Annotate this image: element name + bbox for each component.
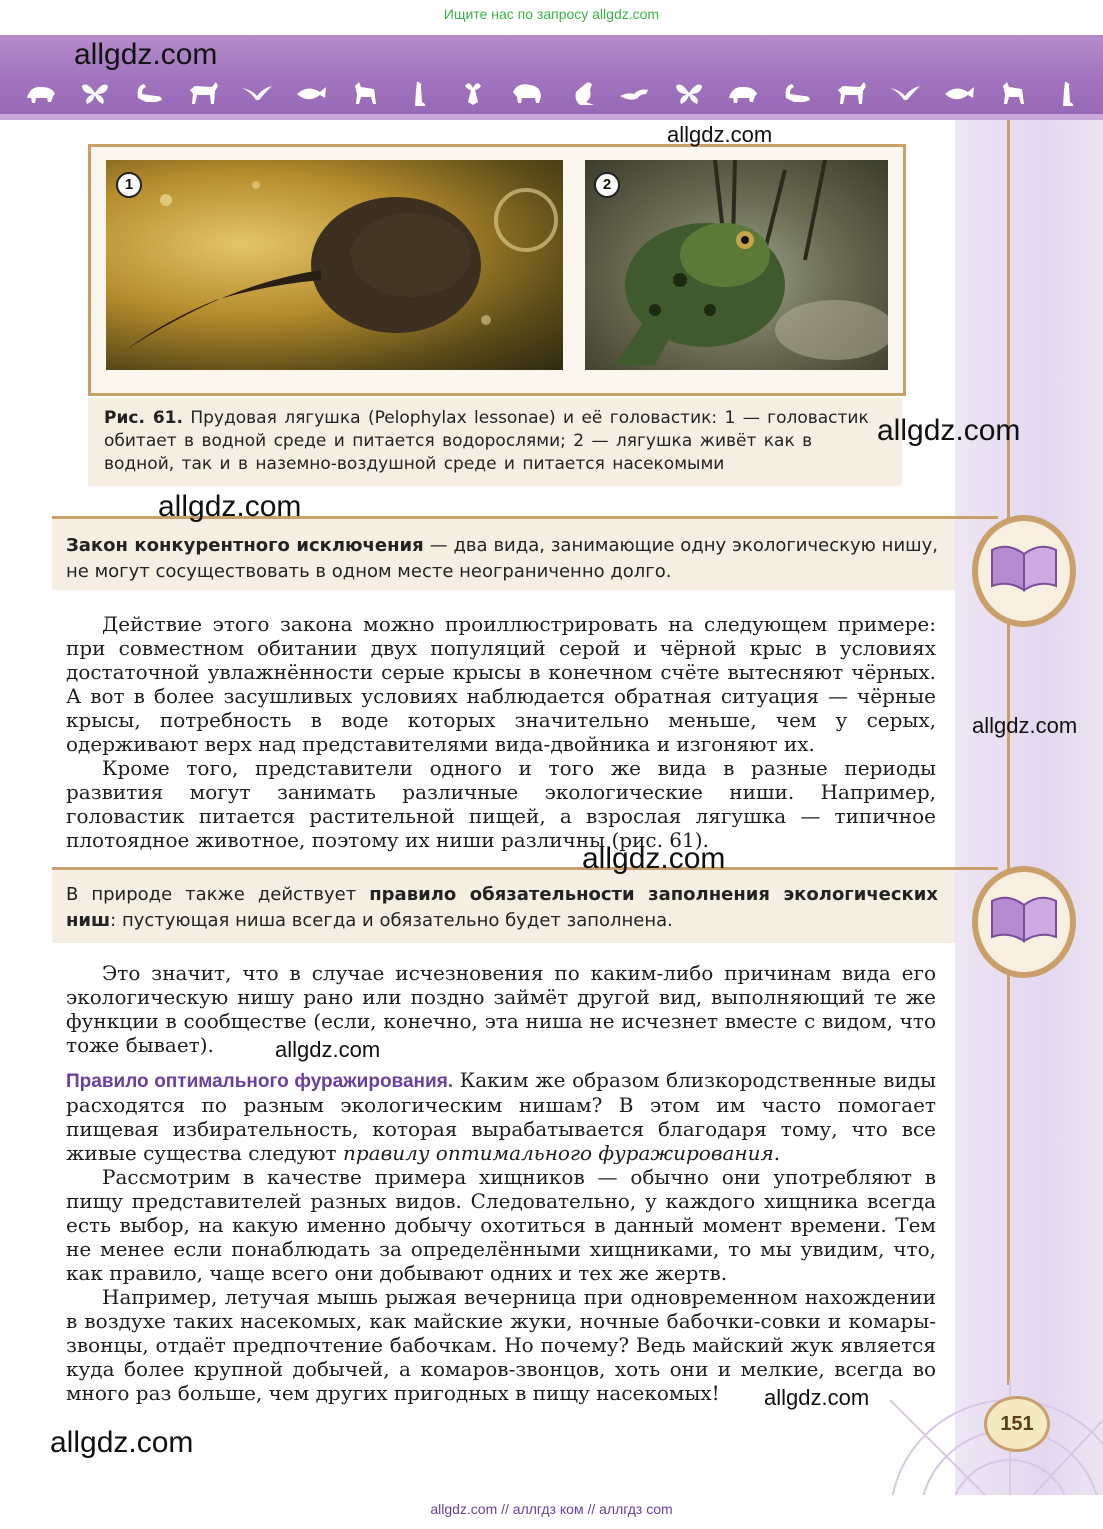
watermark: allgdz.com <box>275 1037 381 1062</box>
scorpion-icon <box>132 78 166 108</box>
bird-icon <box>888 78 922 108</box>
kangaroo-icon <box>564 78 598 108</box>
watermark: allgdz.com <box>582 842 726 875</box>
open-book-icon <box>988 536 1060 596</box>
lizard-icon <box>618 78 652 108</box>
watermark: allgdz.com <box>50 1426 194 1459</box>
body-paragraphs-3 <box>66 1068 936 1405</box>
goat-icon <box>996 78 1030 108</box>
boar-icon <box>726 78 760 108</box>
top-note: Ищите нас по запросу allgdz.com <box>443 6 660 22</box>
page-number: 151 <box>984 1396 1050 1452</box>
watermark: allgdz.com <box>764 1385 870 1410</box>
bison-icon <box>510 78 544 108</box>
fish-icon <box>294 78 328 108</box>
right-margin-panel <box>955 120 1103 1495</box>
paragraph: Например, летучая мышь рыжая вечерница при одновременном нахождении в воздухе таких насекомых, как майские жуки, ночные бабочки-совки и комары-звонцы, отдаёт предпочтение бабочкам. Но почему? Ведь майский жук является куда более крупной добычей, а комаров-звонцов, хоть они и мелкие, всегда во много раз больше, чем других пригодных в пищу насекомых! <box>66 1285 936 1405</box>
goat-icon <box>348 78 382 108</box>
rule-lead: В природе также действует <box>66 884 370 905</box>
watermark: allgdz.com <box>158 490 302 523</box>
animal-silhouette-row <box>24 76 1084 110</box>
rule-competitive-exclusion <box>66 533 938 585</box>
watermark: allgdz.com <box>667 122 773 147</box>
paragraph: Это значит, что в случае исчезновения по каким-либо причинам вида его экологическую нишу рано или поздно займёт другой вид, выполняющий те же функции в сообществе (если, конечно, эта ниша не исчезнет вместе с видом, что тоже бывает). <box>66 961 936 1057</box>
rule-definition: : пустующая ниша всегда и обязательно будет заполнена. <box>110 910 673 931</box>
rule-top-line <box>52 867 998 870</box>
paragraph: Действие этого закона можно проиллюстрировать на следующем примере: при совместном обитании двух популяций серой и чёрной крыс в условиях достаточной увлажнённости серые крысы в конечном счёте вытесняют чёрных. А вот в более засушливых условиях наблюдается обратная ситуация — чёрные крысы, потребность в воде которых значительно меньше, чем у серых, одерживают верх над представителями вида-двойника и изгоняют их. <box>66 612 936 756</box>
paragraph: Рассмотрим в качестве примера хищников — обычно они употребляют в пищу представителей разных видов. Следовательно, у каждого хищника всегда есть выбор, на какую именно добычу охотиться в данный момент времени. Тем не менее если понаблюдать за определёнными хищниками, то мы увидим, что, как правило, чаще всего они добывают одних и тех же жертв. <box>66 1165 936 1285</box>
bird-icon <box>240 78 274 108</box>
photo-number-2: 2 <box>594 172 620 198</box>
watermark: allgdz.com <box>877 414 1021 447</box>
rule-definition: — два вида, занимающие одну экологическую нишу, не могут сосуществовать в одном месте неограниченно долго. <box>66 535 938 582</box>
watermark: allgdz.com <box>972 713 1078 738</box>
scorpion-icon <box>780 78 814 108</box>
horse-icon <box>186 78 220 108</box>
bottom-note: allgdz.com // аллгдз ком // аллгдз com <box>430 1501 673 1517</box>
butterfly-icon <box>672 78 706 108</box>
section-heading: Правило оптимального фуражирования. <box>66 1071 454 1092</box>
caption-label: Рис. 61. <box>104 408 183 428</box>
book-badge <box>972 515 1076 627</box>
bee-icon <box>456 78 490 108</box>
section-tail: . <box>773 1141 781 1165</box>
photo-number-1: 1 <box>116 172 142 198</box>
tadpole-photo <box>106 160 563 370</box>
section-emphasis: правилу оптимального фуражирования <box>342 1141 774 1165</box>
horse-icon <box>834 78 868 108</box>
body-paragraphs-1 <box>66 612 936 852</box>
book-badge <box>972 866 1076 978</box>
boar-icon <box>24 78 58 108</box>
meerkat-icon <box>1050 78 1084 108</box>
section-paragraph <box>66 1068 936 1165</box>
meerkat-icon <box>402 78 436 108</box>
open-book-icon <box>988 887 1060 947</box>
frog-photo <box>585 160 888 370</box>
butterfly-icon <box>78 78 112 108</box>
caption-text: Прудовая лягушка (Pelophylax lessonae) и её головастик: 1 — головастик обитает в водной среде и питается водорослями; 2 — лягушка живёт как в водной, так и в наземно-воздушной среде и питается насекомыми <box>104 408 869 474</box>
decorative-circles <box>830 1380 1103 1495</box>
paragraph: Кроме того, представители одного и того же вида в разные периоды развития могут занимать различные экологические ниши. Например, головастик питается растительной пищей, а взрослая лягушка — типичное плотоядное животное, поэтому их ниши различны (рис. 61). <box>66 756 936 852</box>
rule-term: Закон конкурентного исключения <box>66 535 424 556</box>
rule-term: правило обязательности заполнения экологических ниш <box>66 884 938 931</box>
rule-niche-filling <box>66 882 938 934</box>
body-paragraphs-2 <box>66 961 936 1057</box>
fish-icon <box>942 78 976 108</box>
margin-rule <box>1007 120 1010 1385</box>
section-text: Каким же образом близкородственные виды расходятся по разным экологическим нишам? В этом им часто помогает пищевая избирательность, которая вырабатывается благодаря тому, что все живые существа следуют <box>66 1068 937 1165</box>
figure-caption <box>104 407 874 476</box>
watermark: allgdz.com <box>74 38 218 71</box>
